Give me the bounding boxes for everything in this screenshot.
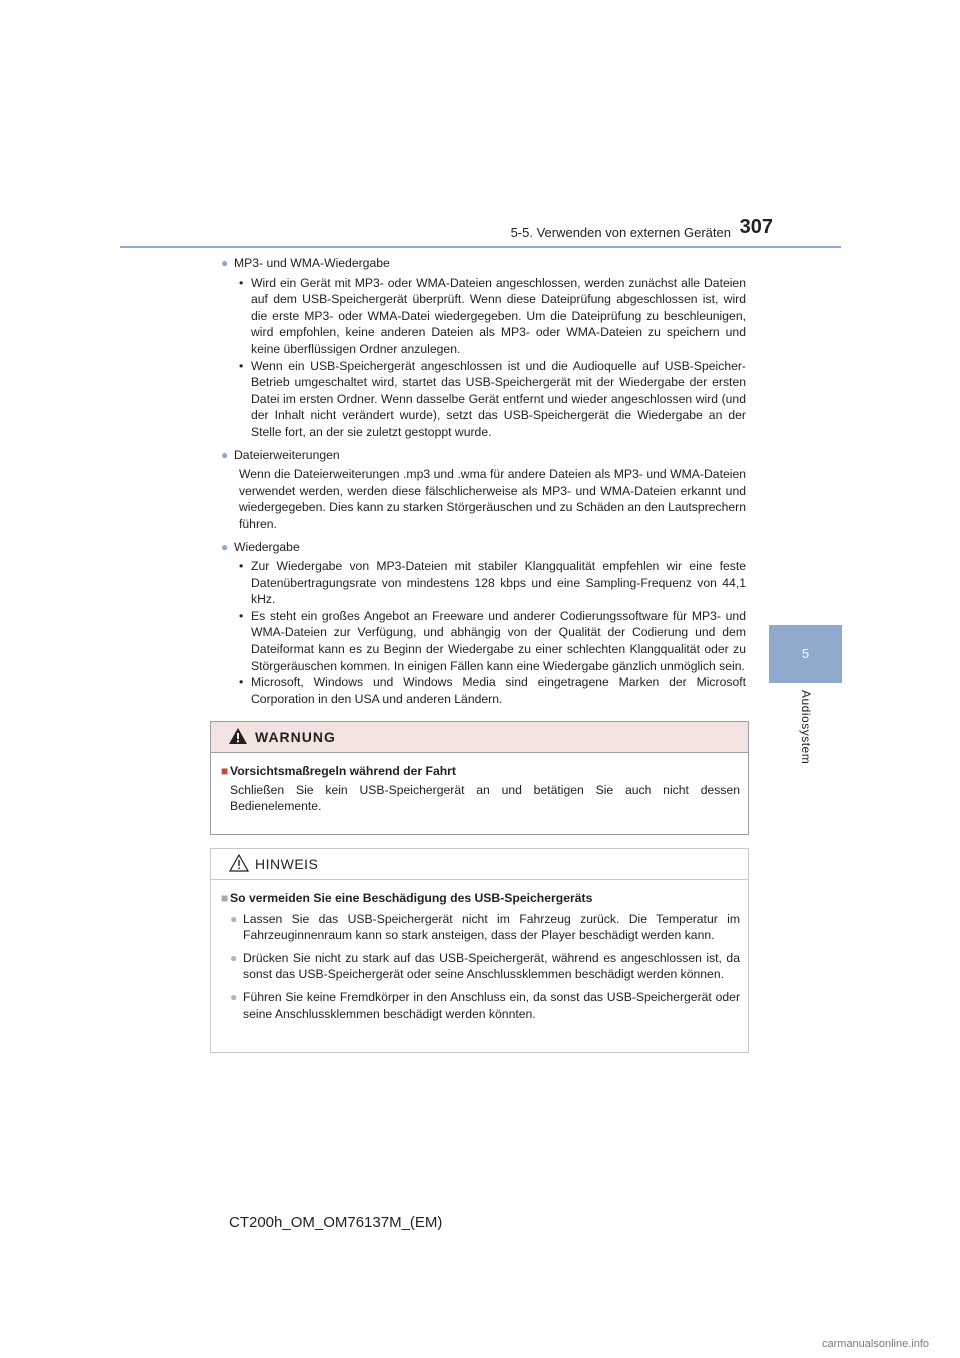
section-paragraph: Wenn die Dateierweiterungen .mp3 und .wma für andere Dateien als MP3- und WMA-Dateien verwendet werden, werden diese fälschlicherweise als MP3- und WMA-Dateien erkannt und wiedergegeben. Dies kann zu starken Störgeräuschen und zu Schäden an den Lautsprechern führen. [239, 467, 746, 531]
section-file-extensions [221, 447, 746, 533]
notice-header [211, 849, 748, 880]
bullet-icon: ● [230, 950, 238, 965]
notice-title: HINWEIS [255, 856, 319, 872]
square-bullet-icon: ■ [221, 764, 229, 778]
section-mp3-wma [221, 255, 746, 441]
list-item: • Wird ein Gerät mit MP3- oder WMA-Dateien angeschlossen, werden zunächst alle Dateien auf dem USB-Speichergerät überprüft. Wenn diese Dateiprüfung abgeschlossen ist, wird die erste MP3- oder WMA-Datei wiedergegeben. Um die Dateiprüfung zu beschleunigen, wird empfohlen, keine anderen Dateien als MP3- oder WMA-Dateien zu speichern und keine überflüssigen Ordner anzulegen. [239, 275, 746, 356]
document-code: CT200h_OM_OM76137M_(EM) [229, 1214, 443, 1231]
warning-header [211, 722, 748, 753]
notice-box [210, 848, 749, 1053]
warning-heading: Vorsichtsmaßregeln während der Fahrt [230, 764, 456, 778]
list-item: • Zur Wiedergabe von MP3-Dateien mit stabiler Klangqualität empfehlen wir eine feste Datenübertragungsrate von mindestens 128 kbps und eine Sampling-Frequenz von 44,1 kHz. [239, 559, 746, 607]
list-item: • Microsoft, Windows und Windows Media sind eingetragene Marken der Microsoft Corporation in den USA und anderen Ländern. [239, 675, 746, 706]
square-bullet-icon: ■ [221, 891, 229, 905]
section-heading: Wiedergabe [234, 539, 300, 554]
list-item: ● Führen Sie keine Fremdkörper in den Anschluss ein, da sonst das USB-Speichergerät oder seine Anschlussklemmen beschädigt werden könnten. [230, 989, 740, 1021]
list-item: ● Lassen Sie das USB-Speichergerät nicht im Fahrzeug zurück. Die Temperatur im Fahrzeuginnenraum kann so stark ansteigen, dass der Player beschädigt werden kann. [230, 911, 740, 943]
warning-text: Schließen Sie kein USB-Speichergerät an und betätigen Sie auch nicht dessen Bedienelemente. [230, 782, 740, 814]
warning-box [210, 721, 749, 835]
chapter-number: 5 [801, 646, 810, 661]
bullet-icon: ● [230, 911, 238, 926]
list-item: • Wenn ein USB-Speichergerät angeschlossen ist und die Audioquelle auf USB-Speicher-Betrieb umgeschaltet wird, startet das USB-Speichergerät mit der Wiedergabe der ersten Datei im ersten Ordner. Wenn dasselbe Gerät entfernt und wieder angeschlossen wird (und der Inhalt nicht verändert wurde), setzt das USB-Speichergerät die Wiedergabe an der Stelle fort, an der sie zuletzt gestoppt wurde. [239, 358, 746, 439]
section-heading: MP3- und WMA-Wiedergabe [234, 256, 390, 270]
chapter-tab[interactable] [769, 625, 842, 683]
warning-title: WARNUNG [255, 729, 336, 745]
section-heading: Dateierweiterungen [234, 447, 340, 462]
bullet-icon: ● [221, 256, 229, 270]
list-item: • Es steht ein großes Angebot an Freeware und anderer Codierungssoftware für MP3- und WMA-Dateien zur Verfügung, und abhängig von der Qualität der Codierung und dem Dateiformat kann es zu Beginn der Wiedergabe zu einer schlechten Klangqualität oder zu Störgeräuschen kommen. In einigen Fällen kann eine Wiedergabe gänzlich unmöglich sein. [239, 608, 746, 673]
section-playback [221, 539, 746, 708]
bullet-icon: ● [230, 989, 238, 1004]
list-item: ● Drücken Sie nicht zu stark auf das USB-Speichergerät, während es angeschlossen ist, da sonst das USB-Speichergerät oder seine Anschlussklemmen beschädigt werden können. [230, 950, 740, 982]
page-header [120, 216, 841, 248]
warning-triangle-icon [229, 728, 247, 744]
watermark[interactable]: carmanualsonline.info [822, 1338, 930, 1350]
caution-triangle-icon [229, 854, 249, 872]
notice-heading: So vermeiden Sie eine Beschädigung des USB-Speichergeräts [230, 891, 593, 905]
chapter-label: Audiosystem [799, 690, 813, 765]
main-content [221, 255, 746, 713]
bullet-icon: ● [221, 539, 229, 554]
page-number: 307 [739, 216, 773, 238]
section-title: 5-5. Verwenden von externen Geräten [510, 225, 731, 240]
bullet-icon: ● [221, 447, 229, 462]
